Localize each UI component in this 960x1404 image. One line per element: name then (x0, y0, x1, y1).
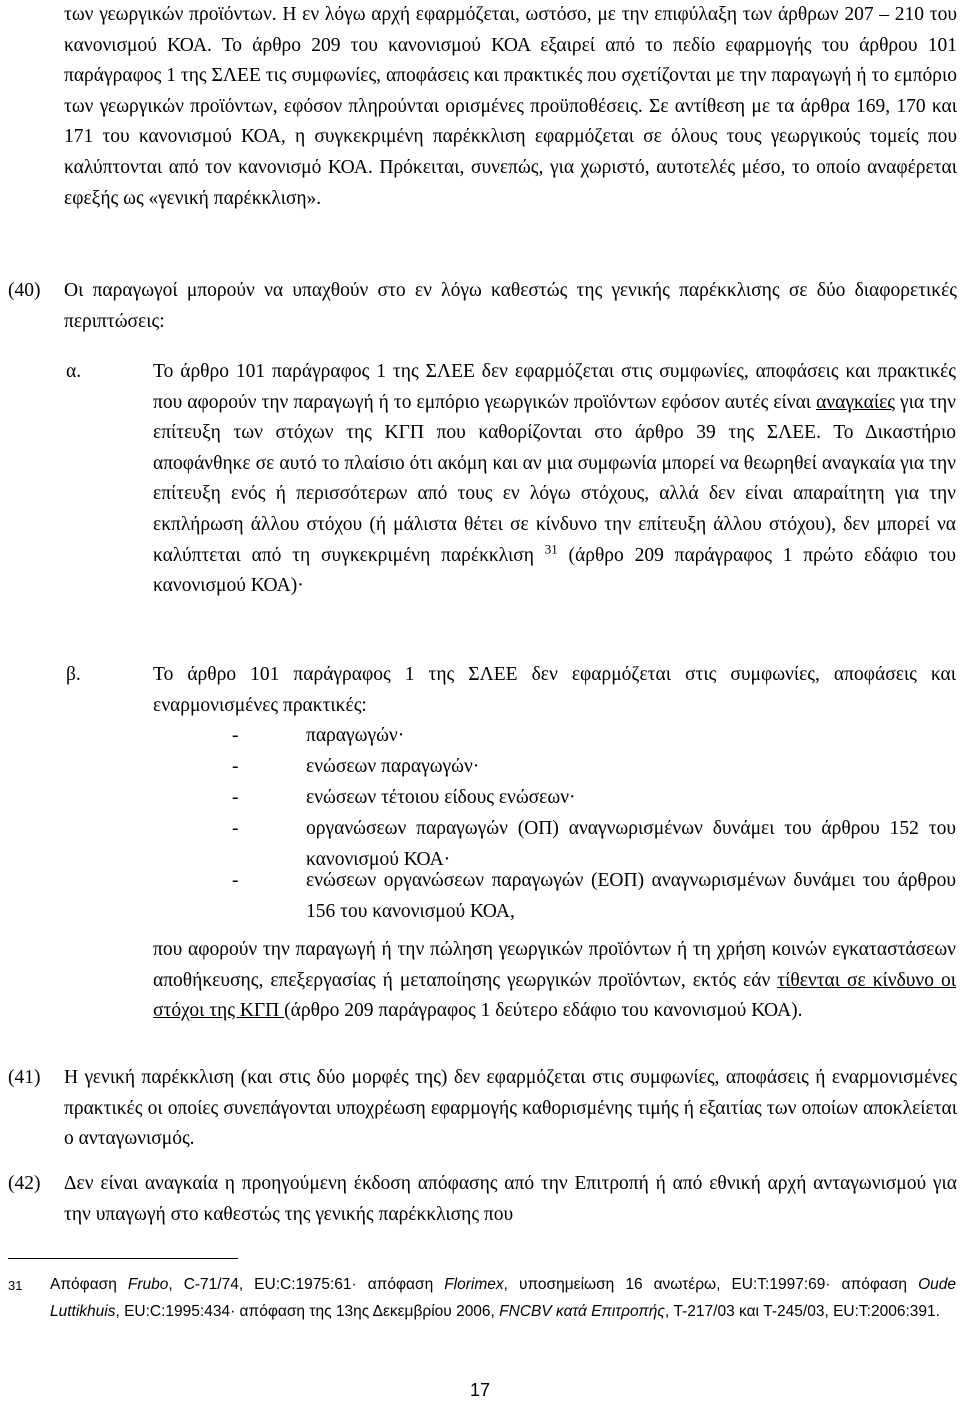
list-dash: - (232, 787, 239, 808)
footnote-text: Απόφαση Frubo, C-71/74, EU:C:1975:61· απόφαση Florimex, υποσημείωση 16 ανωτέρω, EU:T:1997:69· απόφαση Oude Luttikhuis, EU:C:1995:434· απόφαση της 13ης Δεκεμβρίου 2006, FNCBV κατά Επιτροπής, T-217/03 και T-245/03, EU:T:2006:391. (50, 1276, 956, 1320)
list-item: ενώσεων οργανώσεων παραγωγών (ΕΟΠ) αναγνωρισμένων δυνάμει του άρθρου 156 του κανονισμού ΚΟΑ, (306, 870, 956, 922)
paragraph-number-42: (42) (8, 1173, 41, 1194)
footnote-separator (8, 1258, 238, 1259)
list-dash: - (232, 870, 239, 891)
item-alpha-text: Το άρθρο 101 παράγραφος 1 της ΣΛΕΕ δεν εφαρμόζεται στις συμφωνίες, αποφάσεις και πρακτικές που αφορούν την παραγωγή ή το εμπόριο γεωργικών προϊόντων εφόσον αυτές είναι αναγκαίες για την επίτευξη των στόχων της ΚΓΠ που καθορίζονται στο άρθρο 39 της ΣΛΕΕ. Το Δικαστήριο αποφάνθηκε σε αυτό το πλαίσιο ότι ακόμη και αν μια συμφωνία μπορεί να θεωρηθεί αναγκαία για την επίτευξη ενός ή περισσότερων από τους εν λόγω στόχους, αλλά δεν είναι απαραίτητη για την εκπλήρωση άλλου στόχου (ή μάλιστα θέτει σε κίνδυνο την επίτευξη άλλου στόχου), δεν μπορεί να καλύπτεται από τη συγκεκριμένη παρέκκλιση $^{31}$ (άρθρο 209 παράγραφος 1 πρώτο εδάφιο του κανονισμού ΚΟΑ)· (153, 361, 956, 597)
intro-paragraph: των γεωργικών προϊόντων. Η εν λόγω αρχή εφαρμόζεται, ωστόσο, με την επιφύλαξη των άρθρων 207 – 210 του κανονισμού ΚΟΑ. Το άρθρο 209 του κανονισμού ΚΟΑ εξαιρεί από το πεδίο εφαρμογής του άρθρου 101 παράγραφος 1 της ΣΛΕΕ τις συμφωνίες, αποφάσεις και πρακτικές που σχετίζονται με την παραγωγή ή το εμπόριο των γεωργικών προϊόντων, εφόσον πληρούνται ορισμένες προϋποθέσεις. Σε αντίθεση με τα άρθρα 169, 170 και 171 του κανονισμού ΚΟΑ, η συγκεκριμένη παρέκκλιση εφαρμόζεται σε όλους τους γεωργικούς τομείς που καλύπτονται από τον κανονισμό ΚΟΑ. Πρόκειται, συνεπώς, για χωριστό, αυτοτελές μέσο, το οποίο αναφέρεται εφεξής ως «γενική παρέκκλιση». (64, 4, 957, 209)
paragraph-42-text: Δεν είναι αναγκαία η προηγούμενη έκδοση απόφασης από την Επιτροπή ή από εθνική αρχή ανταγωνισμού για την υπαγωγή στο καθεστώς της γενικής παρέκκλισης που (64, 1173, 957, 1225)
paragraph-number-41: (41) (8, 1067, 41, 1088)
list-item: οργανώσεων παραγωγών (ΟΠ) αναγνωρισμένων δυνάμει του άρθρου 152 του κανονισμού ΚΟΑ· (306, 818, 956, 870)
page-number: 17 (469, 1380, 491, 1400)
item-beta-text: Το άρθρο 101 παράγραφος 1 της ΣΛΕΕ δεν εφαρμόζεται στις συμφωνίες, αποφάσεις και εναρμονισμένες πρακτικές: (153, 664, 956, 716)
underlined-cap-objectives: τίθενται σε κίνδυνο οι στόχοι της ΚΓΠ (153, 969, 956, 1022)
paragraph-41-text: Η γενική παρέκκλιση (και στις δύο μορφές της) δεν εφαρμόζεται στις συμφωνίες, αποφάσεις ή εναρμονισμένες πρακτικές οι οποίες συνεπάγονται υποχρέωση εφαρμογής καθορισμένης τιμής ή εξαιτίας των οποίων αποκλείεται ο ανταγωνισμός. (64, 1067, 957, 1150)
list-item: ενώσεων παραγωγών· (306, 756, 480, 777)
footnote-ref-31[interactable]: 31 (544, 541, 558, 557)
list-item: ενώσεων τέτοιου είδους ενώσεων· (306, 787, 576, 808)
footnote-number: 31 (8, 1278, 23, 1293)
list-item: παραγωγών· (306, 725, 405, 746)
list-dash: - (232, 818, 239, 839)
paragraph-40-text: Οι παραγωγοί μπορούν να υπαχθούν στο εν λόγω καθεστώς της γενικής παρέκκλισης σε δύο διαφορετικές περιπτώσεις: (64, 280, 957, 332)
item-label-alpha: α. (66, 361, 82, 382)
item-beta-closing: που αφορούν την παραγωγή ή την πώληση γεωργικών προϊόντων ή τη χρήση κοινών εγκαταστάσεων αποθήκευσης, επεξεργασίας ή μεταποίησης γεωργικών προϊόντων, εκτός εάν τίθενται σε κίνδυνο οι στόχοι της ΚΓΠ (άρθρο 209 παράγραφος 1 δεύτερο εδάφιο του κανονισμού ΚΟΑ). (153, 939, 956, 1022)
underlined-necessary: αναγκαίες (816, 391, 895, 413)
item-label-beta: β. (66, 664, 81, 685)
list-dash: - (232, 756, 239, 777)
list-dash: - (232, 725, 239, 746)
paragraph-number-40: (40) (8, 280, 41, 301)
